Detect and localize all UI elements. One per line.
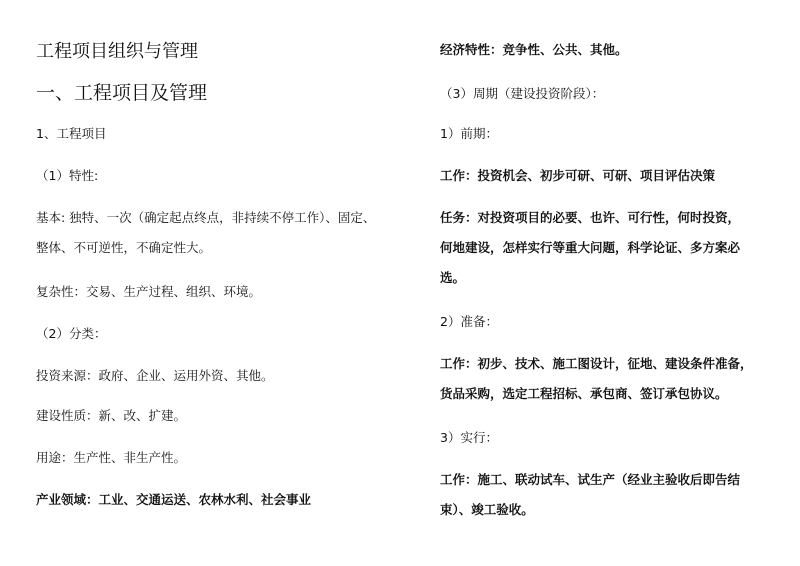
paragraph-prep-work-line1: 工作：初步、技术、施工图设计，征地、建设条件准备， [440,356,753,371]
paragraph-cycle: （3）周期（建设投资阶段）： [440,86,605,101]
paragraph-basic-line1: 基本: 独特、一次（确定起点终点，非持续不停工作）、固定、 [36,210,376,225]
paragraph-pre-work: 工作：投资机会、初步可研、可研、项目评估决策 [440,168,716,183]
paragraph-characteristics: （1）特性: [36,168,99,183]
paragraph-classification: （2）分类： [36,326,107,341]
paragraph-usage: 用途：生产性、非生产性。 [36,450,187,465]
paragraph-investment-source: 投资来源：政府、企业、运用外资、其他。 [36,368,274,383]
paragraph-project: 1、工程项目 [36,126,107,141]
paragraph-impl-work-line2: 束）、竣工验收。 [440,502,534,517]
paragraph-task-line2: 何地建设，怎样实行等重大问题，科学论证、多方案必 [440,240,741,255]
paragraph-prep-work-line2: 货品采购，选定工程招标、承包商、签订承包协议。 [440,386,728,401]
paragraph-complexity: 复杂性：交易、生产过程、组织、环境。 [36,284,262,299]
paragraph-task-line1: 任务：对投资项目的必要、也许、可行性，何时投资， [440,210,741,225]
paragraph-impl-stage: 3）实行： [440,430,498,445]
section-heading: 一、工程项目及管理 [36,82,208,104]
paragraph-task-line3: 选。 [440,270,466,285]
paragraph-prep-stage: 2）准备： [440,314,498,329]
paragraph-economic: 经济特性：竞争性、公共、其他。 [440,42,628,57]
paragraph-basic-line2: 整体、不可逆性，不确定性大。 [36,240,212,255]
paragraph-industry: 产业领域：工业、交通运送、农林水利、社会事业 [36,492,312,507]
paragraph-construction-nature: 建设性质：新、改、扩建。 [36,408,187,423]
paragraph-impl-work-line1: 工作：施工、联动试车、试生产（经业主验收后即告结 [440,472,741,487]
page-title: 工程项目组织与管理 [36,41,198,62]
paragraph-pre-stage: 1）前期： [440,126,498,141]
